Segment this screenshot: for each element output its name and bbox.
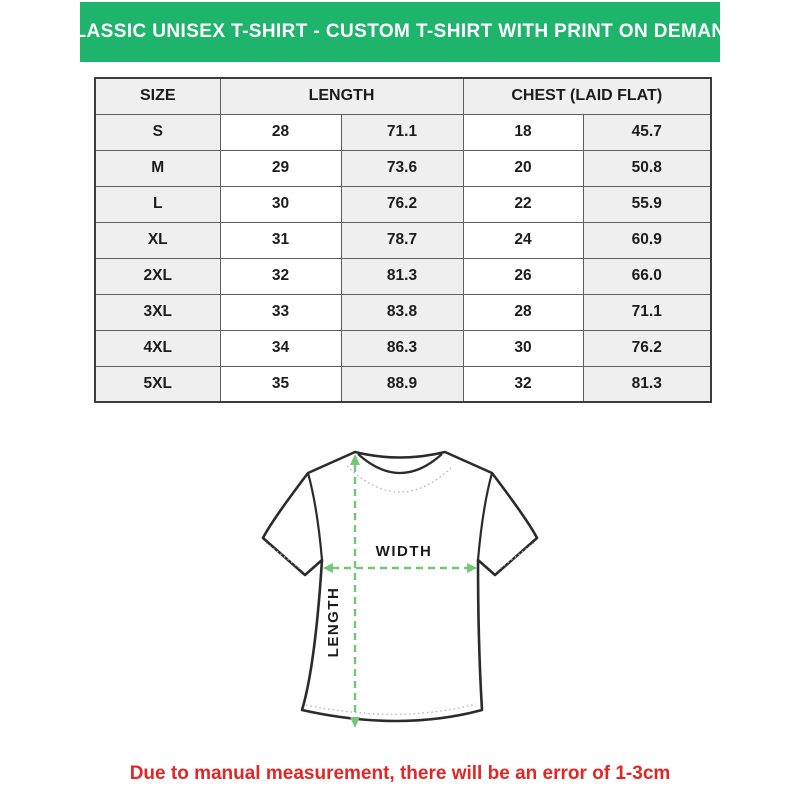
- table-row: [95, 150, 711, 186]
- length-in-cell: 35: [220, 366, 341, 402]
- tshirt-diagram: [252, 442, 548, 744]
- length-cm-cell: 88.9: [341, 366, 463, 402]
- page-title: CLASSIC UNISEX T-SHIRT - CUSTOM T-SHIRT WITH PRINT ON DEMAND: [60, 21, 740, 42]
- chest-cm-cell: 50.8: [583, 150, 711, 186]
- size-cell: 4XL: [95, 330, 220, 366]
- size-cell: L: [95, 186, 220, 222]
- length-in-cell: 31: [220, 222, 341, 258]
- table-row: [95, 258, 711, 294]
- size-cell: 5XL: [95, 366, 220, 402]
- chest-in-cell: 28: [463, 294, 583, 330]
- chest-in-cell: 20: [463, 150, 583, 186]
- size-chart-section: [94, 77, 710, 403]
- length-in-cell: 33: [220, 294, 341, 330]
- title-banner: [60, 2, 740, 62]
- size-cell: XL: [95, 222, 220, 258]
- column-header-size: SIZE: [95, 78, 220, 114]
- length-in-cell: 34: [220, 330, 341, 366]
- table-row: [95, 366, 711, 402]
- chest-in-cell: 18: [463, 114, 583, 150]
- length-cm-cell: 81.3: [341, 258, 463, 294]
- header-row: [95, 78, 711, 114]
- length-in-cell: 28: [220, 114, 341, 150]
- length-cm-cell: 76.2: [341, 186, 463, 222]
- chest-cm-cell: 71.1: [583, 294, 711, 330]
- chest-cm-cell: 81.3: [583, 366, 711, 402]
- size-cell: 2XL: [95, 258, 220, 294]
- length-cm-cell: 78.7: [341, 222, 463, 258]
- length-cm-cell: 83.8: [341, 294, 463, 330]
- chest-cm-cell: 45.7: [583, 114, 711, 150]
- tshirt-outline: [263, 452, 537, 721]
- length-cm-cell: 86.3: [341, 330, 463, 366]
- size-cell: M: [95, 150, 220, 186]
- table-row: [95, 186, 711, 222]
- table-row: [95, 330, 711, 366]
- chest-in-cell: 26: [463, 258, 583, 294]
- size-cell: S: [95, 114, 220, 150]
- chest-cm-cell: 66.0: [583, 258, 711, 294]
- chest-cm-cell: 60.9: [583, 222, 711, 258]
- size-cell: 3XL: [95, 294, 220, 330]
- chest-in-cell: 24: [463, 222, 583, 258]
- table-row: [95, 222, 711, 258]
- chest-cm-cell: 55.9: [583, 186, 711, 222]
- column-header-length: LENGTH: [220, 78, 463, 114]
- chest-cm-cell: 76.2: [583, 330, 711, 366]
- length-cm-cell: 73.6: [341, 150, 463, 186]
- width-label: WIDTH: [375, 543, 433, 560]
- chest-in-cell: 22: [463, 186, 583, 222]
- measurement-note: Due to manual measurement, there will be an error of 1-3cm: [129, 763, 671, 784]
- length-label: LENGTH: [325, 586, 342, 658]
- length-cm-cell: 71.1: [341, 114, 463, 150]
- chest-in-cell: 30: [463, 330, 583, 366]
- length-in-cell: 30: [220, 186, 341, 222]
- table-row: [95, 114, 711, 150]
- column-header-chest: CHEST (LAID FLAT): [463, 78, 711, 114]
- length-in-cell: 29: [220, 150, 341, 186]
- chest-in-cell: 32: [463, 366, 583, 402]
- size-chart-table: [94, 77, 712, 403]
- length-in-cell: 32: [220, 258, 341, 294]
- table-row: [95, 294, 711, 330]
